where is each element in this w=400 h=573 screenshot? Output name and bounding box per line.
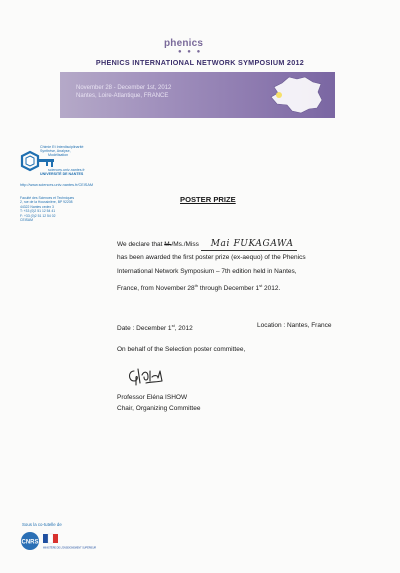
address-line: Faculté des Sciences et Techniques	[20, 196, 75, 200]
declare-prefix: We declare that	[117, 241, 163, 248]
banner-dates: November 28 - December 1st, 2012	[76, 85, 172, 91]
signer-name: Professor Eléna ISHOW	[117, 394, 188, 401]
date-line: Date : December 1st, 2012	[117, 323, 193, 333]
logo-dots: ● ● ●	[178, 49, 203, 55]
signature-icon	[126, 365, 168, 389]
cnrs-logo-icon	[20, 531, 40, 551]
awardee-name: Mai FUKAGAWA	[201, 238, 297, 251]
nantes-marker	[276, 92, 282, 98]
salutation-rest: /Ms./Miss	[171, 241, 199, 248]
behalf-line: On behalf of the Selection poster committee,	[117, 346, 246, 353]
ceisam-label-3: Modélisation	[48, 153, 69, 157]
location-line: Location : Nantes, France	[257, 322, 332, 329]
header-banner	[60, 72, 335, 118]
declaration-line-1	[117, 238, 297, 251]
address-line: CEISAM	[20, 218, 33, 223]
salutation-crossed: M.	[164, 241, 172, 248]
ceisam-url[interactable]: http://www.sciences.univ-nantes.fr/CEISAM	[20, 183, 94, 187]
univ-site: sciences.univ-nantes.fr	[48, 168, 85, 172]
univ-name: UNIVERSITÉ DE NANTES	[40, 172, 84, 176]
ministry-logo-icon	[42, 533, 97, 551]
france-map-icon	[267, 75, 325, 115]
cnrs-text: CNRS	[21, 539, 39, 546]
address-line: 2, rue de la Houssinière, BP 92208	[20, 200, 73, 205]
declaration-line-3: International Network Symposium – 7th edition held in Nantes,	[117, 268, 297, 275]
fax-line: F: +33 (0)2 51 12 54 02	[20, 213, 56, 218]
address-block	[20, 196, 74, 222]
symposium-title: PHENICS INTERNATIONAL NETWORK SYMPOSIUM 2012	[95, 58, 305, 67]
banner-location: Nantes, Loire-Atlantique, FRANCE	[76, 93, 169, 99]
ceisam-label-2: Synthèse, Analyse,	[40, 149, 71, 153]
ceisam-label-1: Chimie Et Interdisciplinarité	[40, 145, 84, 149]
phone-line: T: +33 (0)2 51 12 54 41	[20, 209, 56, 214]
document-title: POSTER PRIZE	[180, 195, 236, 204]
ministry-text: MINISTÈRE DE L'ENSEIGNEMENT SUPÉRIEUR	[43, 546, 97, 550]
declaration-line-4: France, from November 28th through December 1st 2012.	[117, 283, 281, 293]
phenics-logo: phenics	[164, 38, 204, 49]
cotutelle-label: Sous la co-tutelle de	[22, 522, 62, 527]
signer-role: Chair, Organizing Committee	[117, 405, 201, 412]
declaration-line-2: has been awarded the first poster prize (ex-aequo) of the Phenics	[117, 254, 306, 261]
address-line: 44322 Nantes cedex 3	[20, 204, 54, 209]
